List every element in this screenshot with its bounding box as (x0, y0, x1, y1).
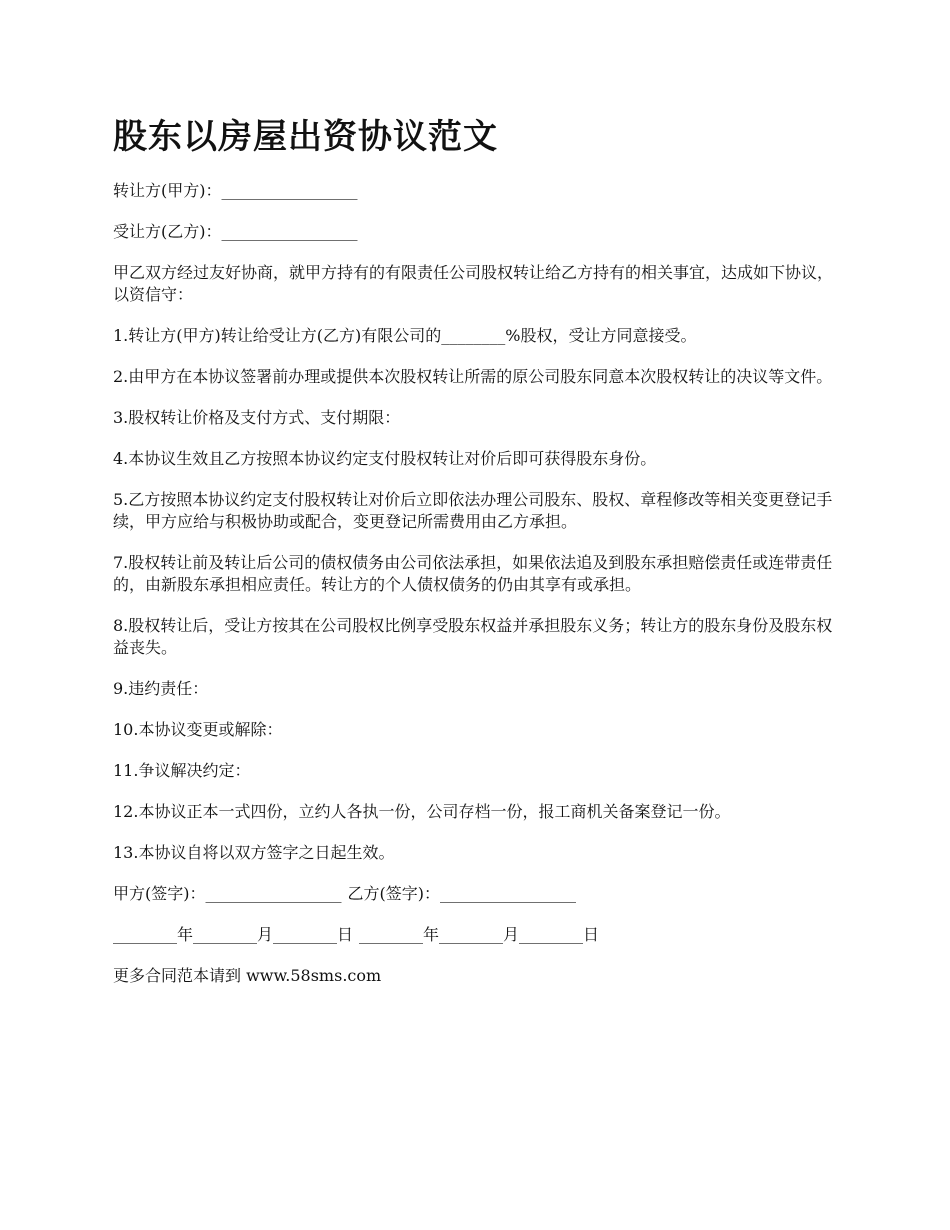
party-a-signature: 甲方(签字)：_________________ (113, 884, 342, 903)
clause-5: 5.乙方按照本协议约定支付股权转让对价后立即依法办理公司股东、股权、章程修改等相关变更登记手续，甲方应给与积极协助或配合，变更登记所需费用由乙方承担。 (113, 490, 833, 531)
clause-10: 10.本协议变更或解除： (113, 720, 283, 739)
party-b-date: ________年________月________日 (359, 925, 600, 944)
intro-paragraph: 甲乙双方经过友好协商，就甲方持有的有限责任公司股权转让给乙方持有的相关事宜，达成如下协议，以资信守： (113, 263, 834, 304)
party-b-line: 受让方(乙方)：_________________ (113, 222, 358, 241)
clause-9: 9.违约责任： (113, 679, 209, 698)
signature-line (113, 883, 841, 905)
party-b-signature: 乙方(签字)：_________________ (347, 884, 576, 903)
clause-8: 8.股权转让后，受让方按其在公司股权比例享受股东权益并承担股东义务；转让方的股东身份及股东权益丧失。 (113, 616, 833, 657)
party-a-line: 转让方(甲方)：_________________ (113, 181, 358, 200)
document-title: 股东以房屋出资协议范文 (113, 117, 498, 157)
clause-7: 7.股权转让前及转让后公司的债权债务由公司依法承担，如果依法追及到股东承担赔偿责任或连带责任的，由新股东承担相应责任。转让方的个人债权债务的仍由其享有或承担。 (113, 553, 833, 594)
clause-1: 1.转让方(甲方)转让给受让方(乙方)有限公司的________%股权，受让方同意接受。 (113, 326, 697, 345)
clause-11: 11.争议解决约定： (113, 761, 251, 780)
footer-link-text: 更多合同范本请到 www.58sms.com (113, 966, 382, 985)
party-a-date: ________年________月________日 (113, 925, 354, 944)
clause-4: 4.本协议生效且乙方按照本协议约定支付股权转让对价后即可获得股东身份。 (113, 449, 657, 468)
clause-13: 13.本协议自将以双方签字之日起生效。 (113, 843, 395, 862)
document-page (113, 112, 841, 1006)
clause-3: 3.股权转让价格及支付方式、支付期限： (113, 408, 401, 427)
clause-2: 2.由甲方在本协议签署前办理或提供本次股权转让所需的原公司股东同意本次股权转让的决议等文件。 (113, 367, 833, 386)
clause-12: 12.本协议正本一式四份，立约人各执一份，公司存档一份，报工商机关备案登记一份。 (113, 802, 731, 821)
date-line (113, 924, 841, 946)
